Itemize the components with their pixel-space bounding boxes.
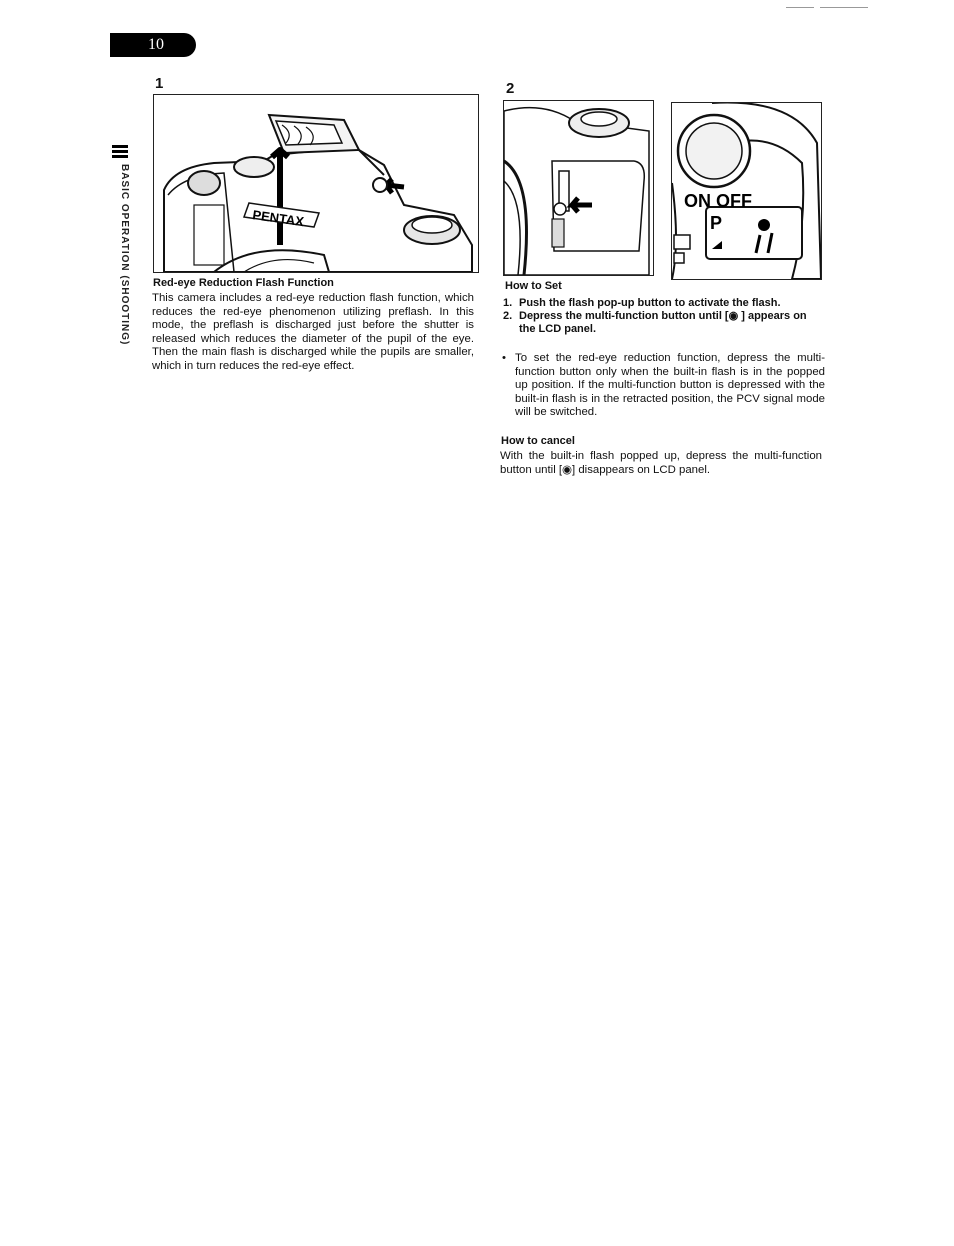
section-side-label: BASIC OPERATION (SHOOTING) bbox=[119, 164, 130, 346]
figure-2-lcd-panel-illustration bbox=[671, 102, 822, 280]
red-eye-description: This camera includes a red-eye reduction flash function, which reduces the red-eye phenomenon utilizing preflash. In this mode, the preflash is discharged just before the shutter is released which reduces the diameter of the pupil of the eye. Then the main flash is discharged while the pupils are smaller, which in turn reduces the red-eye effect. bbox=[152, 292, 474, 372]
lcd-mode-label: P bbox=[710, 213, 723, 233]
lcd-panel-drawing bbox=[672, 103, 821, 279]
step-item: 2. Depress the multi-function button until [◉ ] appears on the LCD panel. bbox=[503, 310, 807, 335]
section-marker bbox=[112, 145, 128, 160]
how-to-set-steps bbox=[503, 297, 825, 336]
step-item: 1. Push the flash pop-up button to activate the flash. bbox=[503, 297, 781, 309]
setting-note: • To set the red-eye reduction function, depress the multi-function button only when the built-in flash is in the popped up position. If the multi-function button is depressed with the built-in flash is in the retracted position, the PCV signal mode will be switched. bbox=[502, 352, 825, 419]
lcd-on-off-label: ON OFF bbox=[684, 191, 752, 211]
figure-1-camera-flash-illustration bbox=[153, 94, 479, 273]
red-eye-heading: Red-eye Reduction Flash Function bbox=[153, 277, 334, 289]
red-eye-icon bbox=[758, 219, 770, 231]
figure-2-number: 2 bbox=[506, 80, 515, 97]
camera-side-drawing bbox=[504, 101, 653, 275]
camera-flash-drawing bbox=[154, 95, 478, 272]
figure-1-number: 1 bbox=[155, 75, 164, 92]
brand-logo: PENTAX bbox=[251, 207, 305, 230]
page-number-tab: 10 bbox=[110, 33, 196, 57]
how-to-set-heading: How to Set bbox=[505, 280, 562, 292]
bullet-icon: • bbox=[502, 352, 506, 364]
how-to-cancel-heading: How to cancel bbox=[501, 435, 575, 447]
cancel-instructions: With the built-in flash popped up, depress the multi-function button until [◉] disappears on LCD panel. bbox=[500, 450, 822, 476]
figure-2-camera-side-illustration bbox=[503, 100, 654, 276]
